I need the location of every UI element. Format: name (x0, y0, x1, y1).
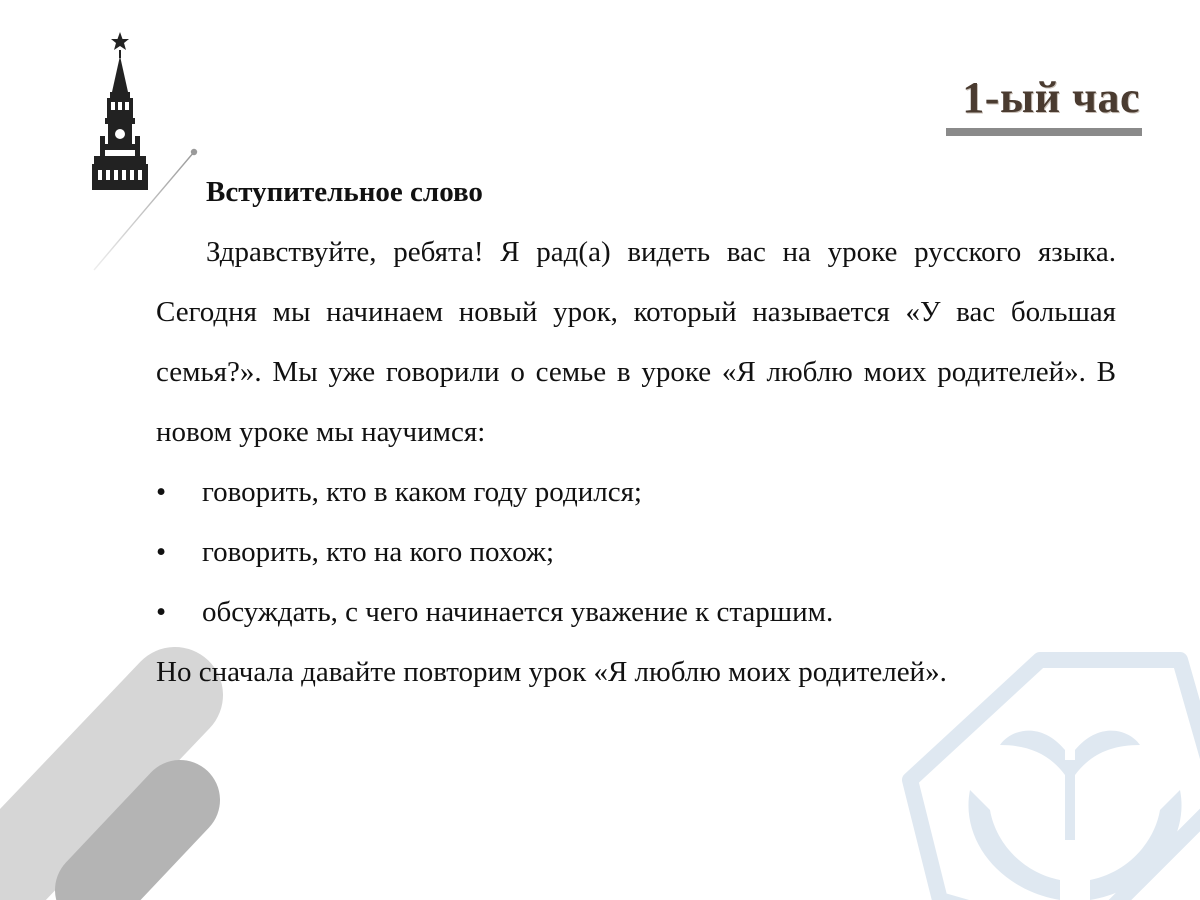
bullet-list (156, 462, 1116, 642)
list-item (156, 462, 1116, 522)
list-item (156, 522, 1116, 582)
list-item (156, 582, 1116, 642)
list-item-text: обсуждать, с чего начинается уважение к старшим. (202, 596, 834, 628)
title-underline (946, 128, 1142, 136)
closing-paragraph: Но сначала давайте повторим урок «Я люблю моих родителей». (156, 656, 947, 688)
section-heading: Вступительное слово (206, 176, 483, 208)
list-item-text: говорить, кто в каком году родился; (202, 476, 642, 508)
bullet-icon: • (156, 596, 167, 628)
slide-title: 1-ый час (962, 73, 1140, 122)
intro-paragraph: Здравствуйте, ребята! Я рад(а) видеть вас на уроке русского языка. Сегодня мы начинаем новый урок, который называется «У вас большая семья?». Мы уже говорили о семье в уроке «Я люблю моих родителей». В новом уроке мы научимся: (156, 236, 1116, 448)
slide-content (156, 162, 1116, 702)
bullet-icon: • (156, 536, 167, 568)
bullet-icon: • (156, 476, 167, 508)
list-item-text: говорить, кто на кого похож; (202, 536, 555, 568)
